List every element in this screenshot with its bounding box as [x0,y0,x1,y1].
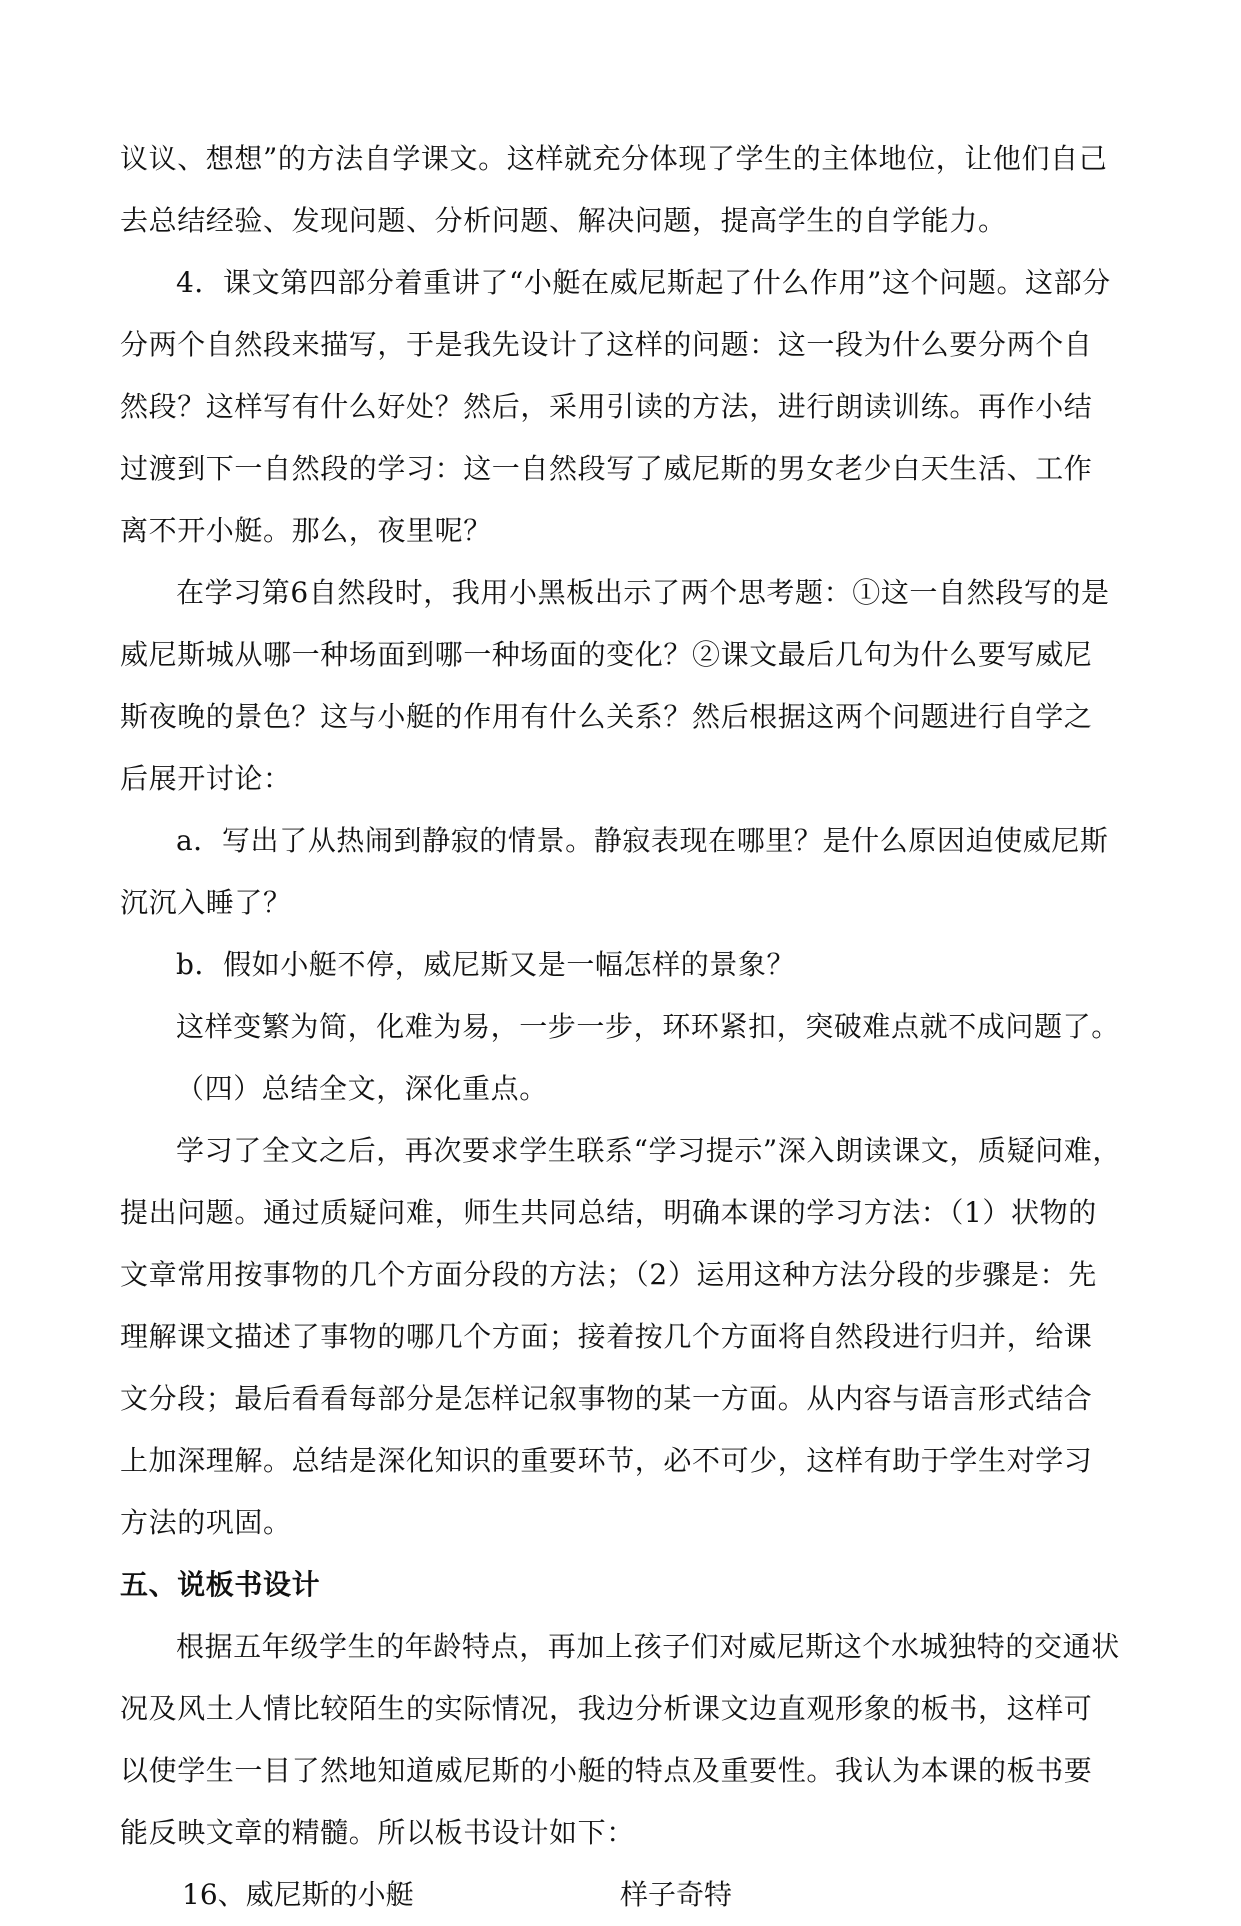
text-line: 过渡到下一自然段的学习：这一自然段写了威尼斯的男女老少白天生活、工作 [120,452,1093,485]
text-line: 离不开小艇。那么，夜里呢？ [120,514,492,547]
text-line: 方法的巩固。 [120,1506,292,1539]
board-title: 16、威尼斯的小艇 [182,1878,414,1911]
text-line: 提出问题。通过质疑问难，师生共同总结，明确本课的学习方法：（1）状物的 [120,1196,1097,1229]
text-line: 学习了全文之后，再次要求学生联系“学习提示”深入朗读课文，质疑问难， [176,1134,1122,1167]
text-line: a．写出了从热闹到静寂的情景。静寂表现在哪里？是什么原因迫使威尼斯 [176,824,1109,857]
text-line: 斯夜晚的景色？这与小艇的作用有什么关系？然后根据这两个问题进行自学之 [120,700,1093,733]
text-line: （四）总结全文，深化重点。 [176,1072,548,1105]
text-line: 能反映文章的精髓。所以板书设计如下： [120,1816,635,1849]
text-line: 然段？这样写有什么好处？然后，采用引读的方法，进行朗读训练。再作小结 [120,390,1093,423]
text-line: 理解课文描述了事物的哪几个方面；接着按几个方面将自然段进行归并，给课 [120,1320,1093,1353]
text-line: 在学习第6自然段时，我用小黑板出示了两个思考题：①这一自然段写的是 [176,576,1110,609]
section-heading: 五、说板书设计 [120,1568,321,1601]
text-line: 分两个自然段来描写，于是我先设计了这样的问题：这一段为什么要分两个自 [120,328,1093,361]
text-line: 根据五年级学生的年龄特点，再加上孩子们对威尼斯这个水城独特的交通状 [176,1630,1120,1663]
text-line: 文章常用按事物的几个方面分段的方法；（2）运用这种方法分段的步骤是：先 [120,1258,1097,1291]
text-line: 沉沉入睡了？ [120,886,292,919]
text-line: 上加深理解。总结是深化知识的重要环节，必不可少，这样有助于学生对学习 [120,1444,1093,1477]
text-line: 文分段；最后看看每部分是怎样记叙事物的某一方面。从内容与语言形式结合 [120,1382,1093,1415]
text-line: 这样变繁为简，化难为易，一步一步，环环紧扣，突破难点就不成问题了。 [176,1010,1120,1043]
document-page [120,128,1130,1926]
text-line: 后展开讨论： [120,762,292,795]
body-text [120,128,1130,1554]
board-point: 样子奇特 [620,1878,733,1911]
text-line: 以使学生一目了然地知道威尼斯的小艇的特点及重要性。我认为本课的板书要 [120,1754,1093,1787]
text-line: 4．课文第四部分着重讲了“小艇在威尼斯起了什么作用”这个问题。这部分 [176,266,1111,299]
text-line: 去总结经验、发现问题、分析问题、解决问题，提高学生的自学能力。 [120,204,1007,237]
board-design [120,1864,1130,1926]
text-line: 威尼斯城从哪一种场面到哪一种场面的变化？②课文最后几句为什么要写威尼 [120,638,1093,671]
section-text [120,1616,1130,1864]
text-line: 议议、想想”的方法自学课文。这样就充分体现了学生的主体地位，让他们自己 [120,142,1108,175]
text-line: 况及风土人情比较陌生的实际情况，我边分析课文边直观形象的板书，这样可 [120,1692,1093,1725]
text-line: b．假如小艇不停，威尼斯又是一幅怎样的景象？ [176,948,796,981]
